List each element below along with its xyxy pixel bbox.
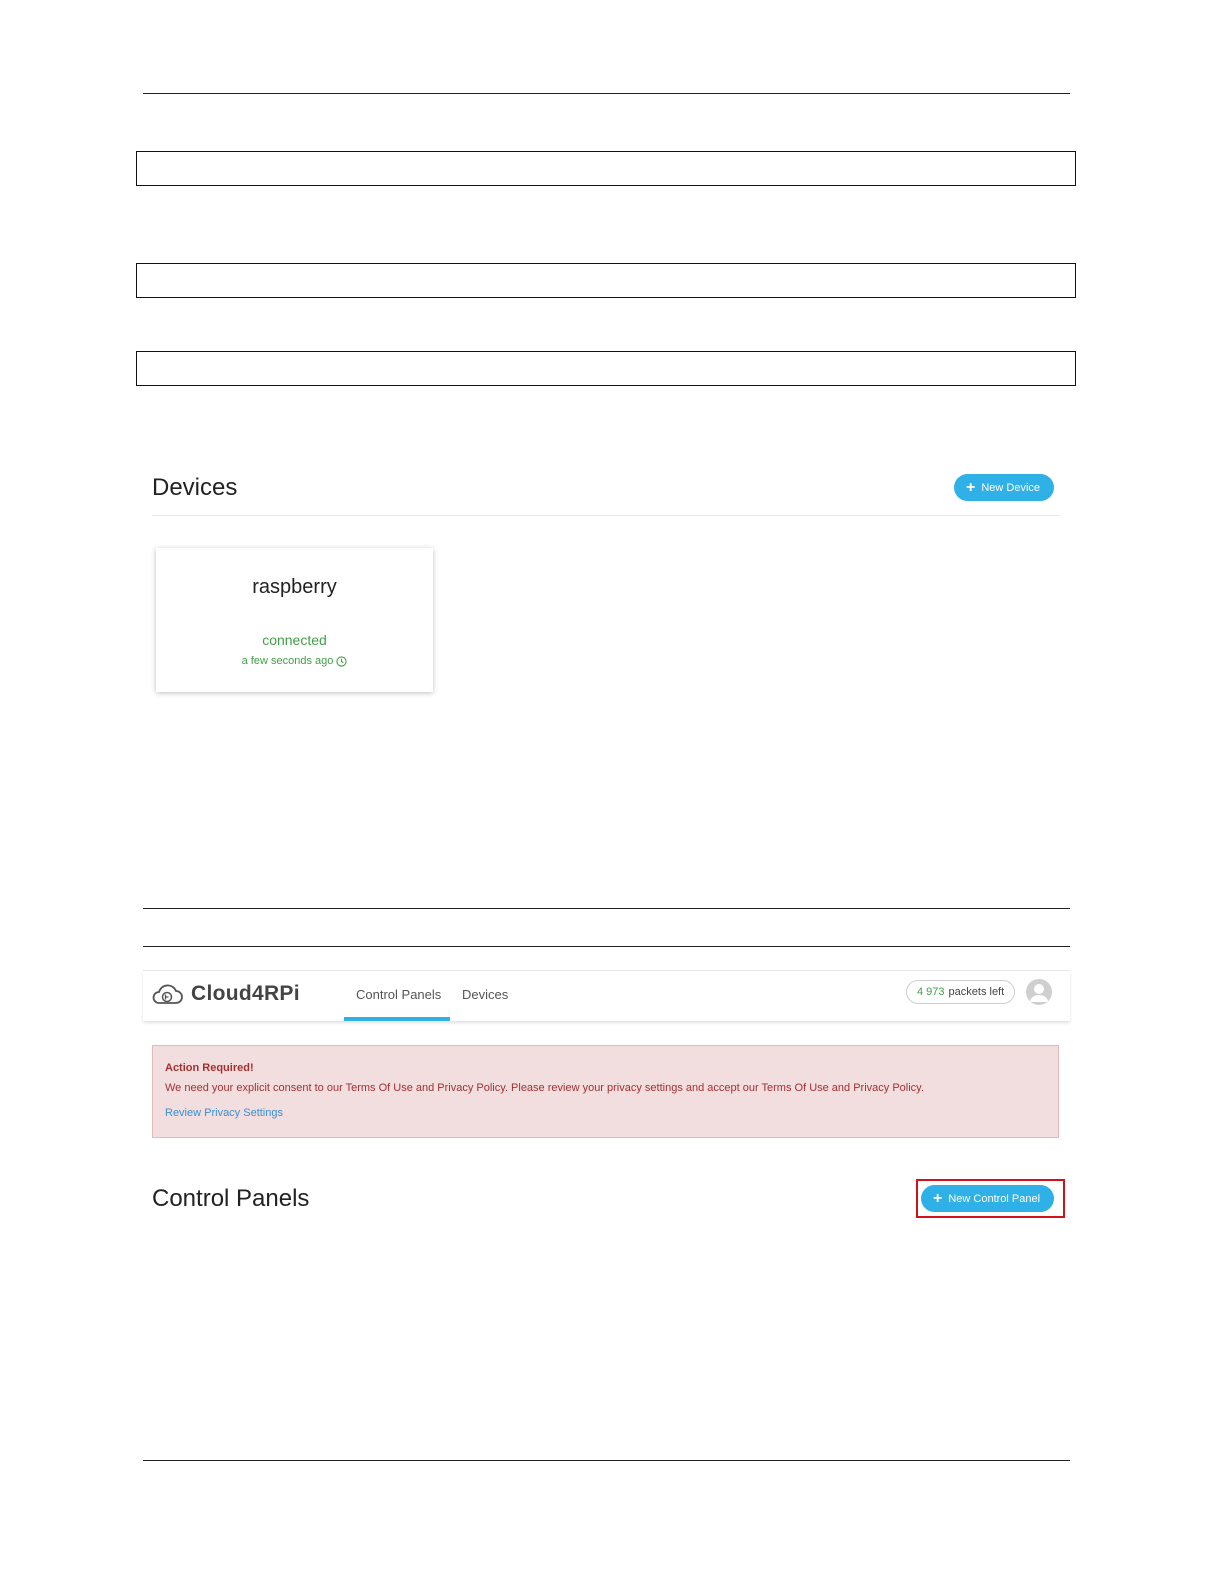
bottom-rule: [143, 1460, 1070, 1461]
top-rule: [143, 93, 1070, 94]
tab-devices[interactable]: Devices: [462, 987, 509, 1002]
new-control-panel-button[interactable]: [921, 1185, 1054, 1212]
alert-title: Action Required!: [165, 1062, 254, 1074]
last-seen-text: a few seconds ago: [241, 655, 334, 667]
action-required-alert: [152, 1045, 1059, 1138]
plus-icon: +: [966, 478, 976, 496]
blank-box-3: [136, 351, 1076, 386]
review-privacy-link[interactable]: Review Privacy Settings: [165, 1107, 283, 1119]
new-control-panel-label: New Control Panel: [948, 1192, 1041, 1205]
user-avatar-icon[interactable]: [1026, 979, 1052, 1005]
mid-rule-1: [143, 908, 1070, 909]
new-device-label: New Device: [981, 481, 1041, 494]
device-card[interactable]: [156, 548, 433, 692]
control-panels-screenshot: [143, 970, 1070, 1230]
alert-message: We need your explicit consent to our Terms Of Use and Privacy Policy. Please review your privacy settings and accept our Terms Of Use and Privacy Policy.: [165, 1082, 924, 1094]
devices-title: Devices: [152, 474, 238, 501]
tab-control-panels[interactable]: Control Panels: [356, 987, 442, 1002]
blank-box-2: [136, 263, 1076, 298]
packets-count: 4 973: [917, 986, 945, 998]
cloud-logo-icon: [151, 982, 183, 1006]
active-tab-indicator: [344, 1017, 450, 1021]
control-panels-title: Control Panels: [152, 1185, 310, 1212]
packets-badge: [906, 980, 1015, 1004]
mid-rule-2: [143, 946, 1070, 947]
new-device-button[interactable]: [954, 474, 1054, 501]
app-name: Cloud4RPi: [191, 982, 300, 1005]
app-logo[interactable]: [151, 982, 300, 1006]
blank-box-1: [136, 151, 1076, 186]
device-last-seen: [156, 655, 433, 667]
plus-icon: +: [933, 1189, 943, 1207]
app-header: [143, 970, 1070, 1021]
devices-screenshot: [143, 440, 1070, 740]
packets-label: packets left: [948, 986, 1005, 998]
device-status: connected: [262, 632, 327, 648]
clock-icon: [336, 656, 347, 667]
devices-divider: [152, 515, 1060, 516]
device-name: raspberry: [252, 576, 337, 598]
